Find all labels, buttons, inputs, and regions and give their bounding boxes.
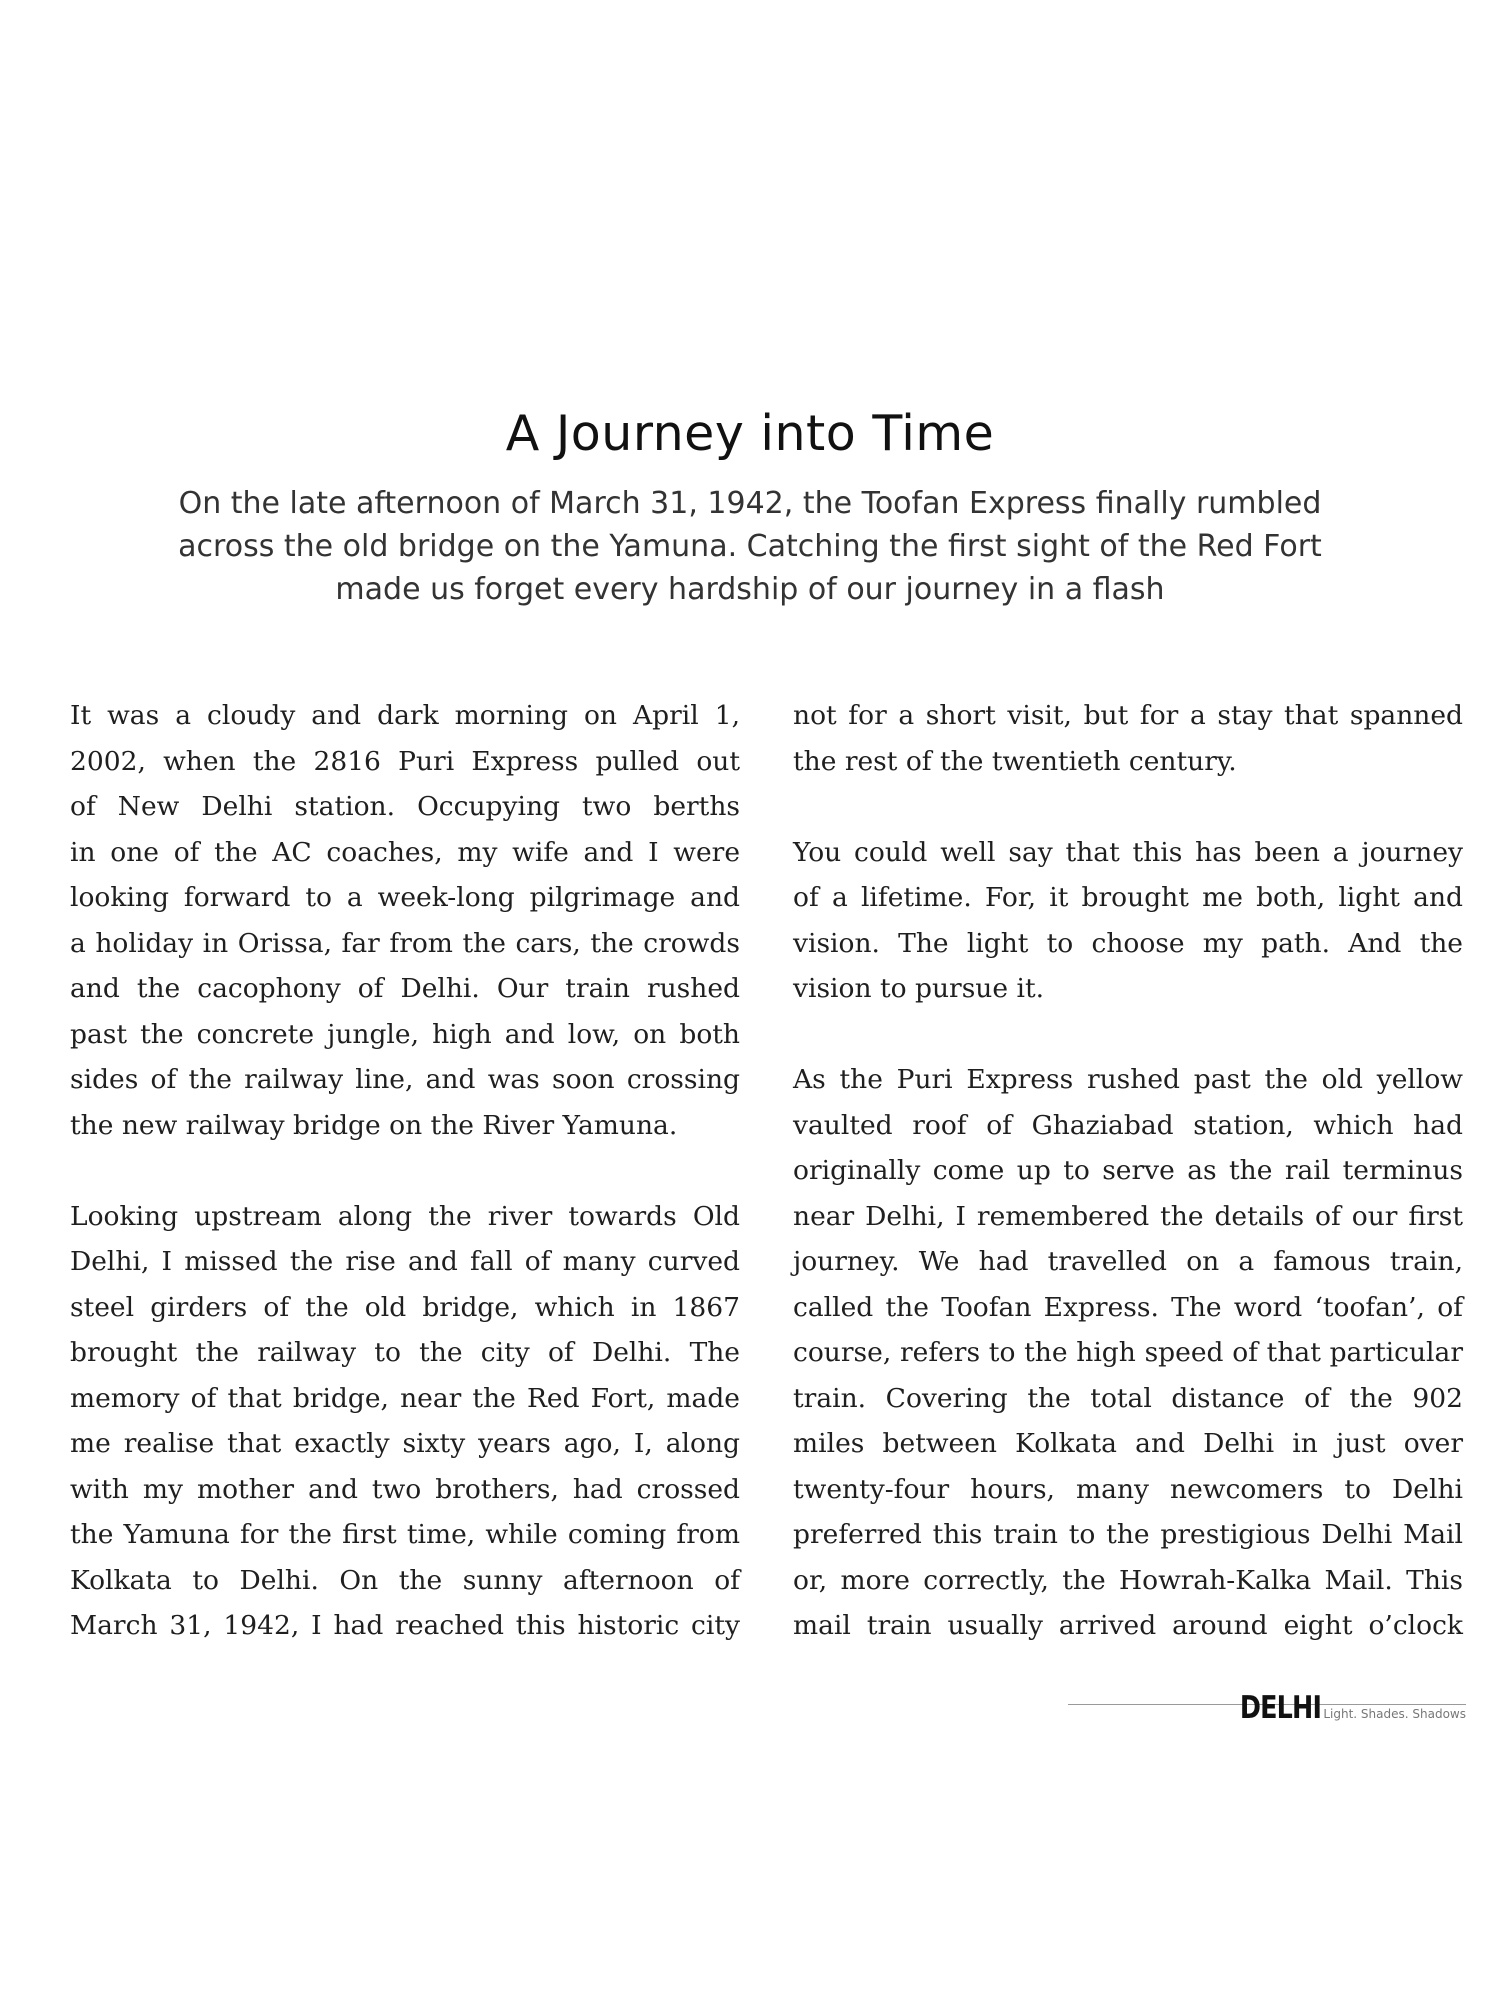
text-line: memory of that bridge, near the Red Fort, made [70, 1382, 740, 1414]
text-line: Kolkata to Delhi. On the sunny afternoon of [70, 1564, 740, 1596]
text-line: vaulted roof of Ghaziabad station, which had [793, 1109, 1463, 1141]
text-line: originally come up to serve as the rail terminus [793, 1155, 1463, 1186]
text-line: of New Delhi station. Occupying two berths [70, 791, 740, 822]
text-line: not for a short visit, but for a stay that spanned [793, 700, 1463, 731]
text-line: the rest of the twentieth century. [793, 745, 1237, 777]
text-line: called the Toofan Express. The word ‘toofan’, of [793, 1291, 1463, 1323]
left-column [70, 693, 740, 1649]
text-line: train. Covering the total distance of the 902 [793, 1382, 1463, 1414]
footer-brand: DELHI [1240, 1690, 1322, 1726]
footer-logo [1222, 1690, 1466, 1726]
text-line: or, more correctly, the Howrah-Kalka Mail. This [793, 1564, 1463, 1596]
text-line: journey. We had travelled on a famous train, [793, 1246, 1463, 1277]
text-line: the Yamuna for the first time, while coming from [70, 1519, 740, 1550]
text-line: Looking upstream along the river towards Old [70, 1200, 740, 1232]
text-line: course, refers to the high speed of that particular [793, 1337, 1463, 1368]
text-line: Delhi, I missed the rise and fall of many curved [70, 1246, 740, 1277]
text-line: March 31, 1942, I had reached this historic city [70, 1610, 740, 1641]
text-line: a holiday in Orissa, far from the cars, the crowds [70, 927, 740, 959]
paragraph [793, 1057, 1463, 1649]
text-line: vision. The light to choose my path. And the [793, 927, 1463, 959]
paragraph-gap [793, 784, 1463, 830]
text-line: near Delhi, I remembered the details of our first [793, 1200, 1463, 1232]
text-line: 2002, when the 2816 Puri Express pulled out [70, 745, 740, 777]
text-line: of a lifetime. For, it brought me both, light and [793, 882, 1463, 913]
subtitle-line: across the old bridge on the Yamuna. Catching the first sight of the Red Fort [178, 529, 1322, 564]
text-line: vision to pursue it. [793, 973, 1045, 1004]
text-line: steel girders of the old bridge, which in 1867 [70, 1291, 740, 1323]
text-line: in one of the AC coaches, my wife and I were [70, 836, 740, 868]
text-line: sides of the railway line, and was soon crossing [70, 1064, 740, 1095]
paragraph [70, 693, 740, 1148]
text-line: and the cacophony of Delhi. Our train rushed [70, 973, 740, 1004]
text-line: past the concrete jungle, high and low, on both [70, 1018, 740, 1050]
text-line: As the Puri Express rushed past the old yellow [793, 1064, 1463, 1095]
paragraph-gap [793, 1012, 1463, 1058]
text-line: It was a cloudy and dark morning on April 1, [70, 700, 740, 731]
page-title: A Journey into Time [505, 405, 995, 462]
text-line: with my mother and two brothers, had crossed [70, 1473, 740, 1505]
footer-tagline: Light. Shades. Shadows [1323, 1707, 1466, 1721]
text-line: mail train usually arrived around eight o’clock [793, 1610, 1463, 1641]
text-line: me realise that exactly sixty years ago, I, along [70, 1428, 740, 1459]
text-line: twenty-four hours, many newcomers to Delhi [793, 1473, 1463, 1505]
paragraph-gap [70, 1148, 740, 1194]
text-line: looking forward to a week-long pilgrimage and [70, 882, 740, 913]
paragraph [793, 830, 1463, 1012]
paragraph [793, 693, 1463, 784]
text-line: brought the railway to the city of Delhi. The [70, 1337, 740, 1368]
text-line: the new railway bridge on the River Yamuna. [70, 1109, 678, 1141]
right-column [793, 693, 1463, 1649]
subtitle-line: On the late afternoon of March 31, 1942, the Toofan Express finally rumbled [178, 486, 1322, 521]
text-line: preferred this train to the prestigious Delhi Mail [793, 1519, 1463, 1550]
subtitle-line: made us forget every hardship of our journey in a flash [335, 572, 1165, 607]
text-line: You could well say that this has been a journey [793, 836, 1463, 868]
text-line: miles between Kolkata and Delhi in just over [793, 1428, 1463, 1459]
subtitle [140, 482, 1360, 611]
paragraph [70, 1194, 740, 1649]
